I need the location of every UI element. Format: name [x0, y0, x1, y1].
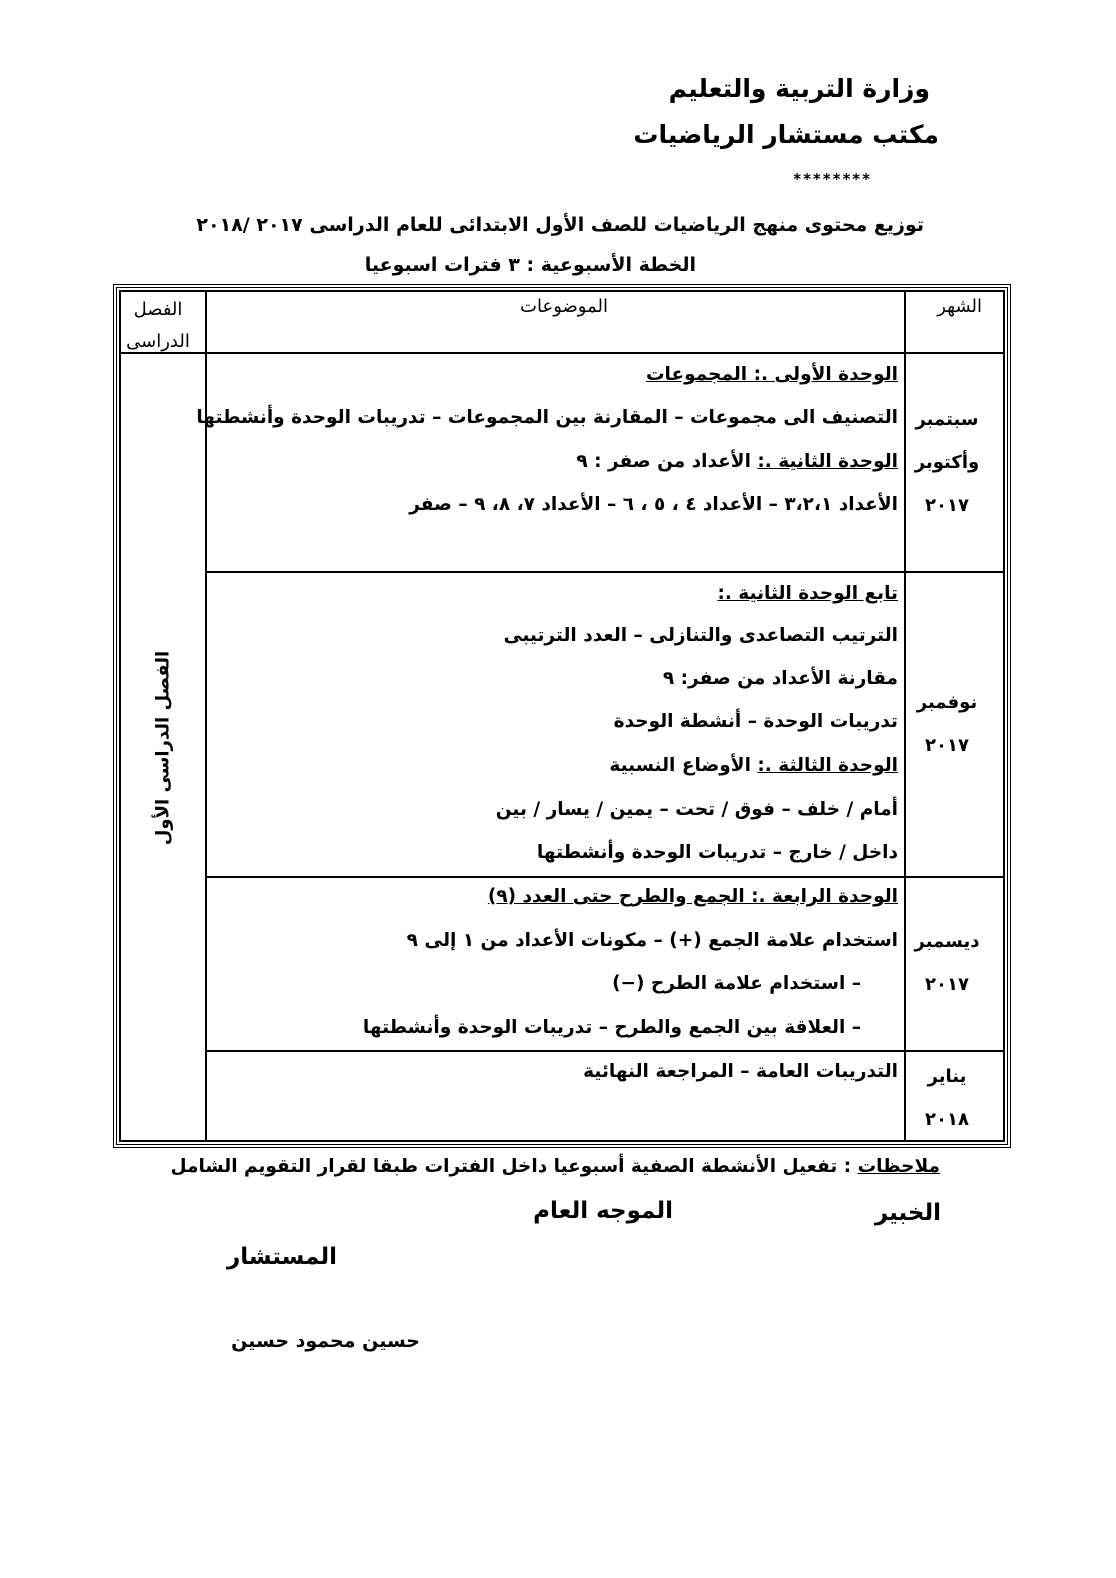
topic-line — [663, 668, 898, 689]
topic-text: الأعداد من صفر : ٩ — [576, 451, 758, 472]
topic-line — [496, 799, 898, 820]
unit-title: الوحدة الأولى .: المجموعات — [645, 364, 898, 385]
office-heading: مكتب مستشار الرياضيات — [633, 120, 939, 149]
month-line: ديسمبر — [914, 931, 980, 952]
consultant-name: حسين محمود حسين — [231, 1330, 420, 1352]
month-line: ٢٠١٨ — [925, 1109, 969, 1130]
month-cell — [902, 920, 992, 1006]
header-topics: الموضوعات — [520, 296, 608, 317]
table-divider — [205, 876, 1005, 878]
separator-stars: ******** — [793, 170, 872, 188]
topic-text: التدريبات العامة – المراجعة النهائية — [583, 1061, 898, 1082]
month-line: ٢٠١٧ — [925, 974, 969, 995]
signature-supervisor: الموجه العام — [533, 1198, 673, 1224]
topic-line — [717, 583, 898, 604]
topic-text: الأوضاع النسبية — [609, 755, 758, 776]
month-line: ٢٠١٧ — [925, 495, 969, 516]
topic-line — [488, 886, 898, 907]
signature-expert: الخبير — [874, 1200, 941, 1226]
unit-title: الوحدة الرابعة .: الجمع والطرح حتى العدد (٩) — [487, 886, 898, 907]
topic-line — [583, 1061, 898, 1082]
topic-line — [537, 842, 898, 863]
topic-line — [363, 1017, 861, 1038]
month-line: وأكتوبر — [914, 452, 980, 473]
topic-line — [614, 711, 898, 732]
month-cell — [902, 681, 992, 767]
month-line: يناير — [927, 1066, 967, 1087]
document-title: توزيع محتوى منهج الرياضيات للصف الأول الابتدائى للعام الدراسى ٢٠١٧ /٢٠١٨ — [196, 214, 924, 236]
month-line: سبتمبر — [915, 409, 979, 430]
topic-line — [576, 451, 898, 472]
month-cell — [902, 1055, 992, 1141]
topic-line — [409, 494, 898, 515]
notes — [171, 1156, 940, 1177]
month-line: نوفمبر — [916, 692, 978, 713]
table-divider — [205, 571, 1005, 573]
topic-text: استخدام علامة الجمع (+) – مكونات الأعداد من ١ إلى ٩ — [406, 930, 898, 951]
unit-title: الوحدة الثالثة .: — [757, 755, 898, 776]
unit-title: تابع الوحدة الثانية .: — [717, 583, 898, 604]
topic-text: تدريبات الوحدة – أنشطة الوحدة — [613, 711, 898, 732]
topic-line — [196, 407, 898, 428]
header-month: الشهر — [937, 296, 982, 317]
topic-text: الترتيب التصاعدى والتنازلى – العدد الترتيبى — [503, 625, 898, 646]
table-divider — [205, 1050, 1005, 1052]
topic-line — [609, 755, 898, 776]
month-line: ٢٠١٧ — [925, 735, 969, 756]
weekly-plan: الخطة الأسبوعية : ٣ فترات اسبوعيا — [364, 254, 696, 276]
topic-text: داخل / خارج – تدريبات الوحدة وأنشطتها — [536, 842, 898, 863]
table-divider — [119, 352, 1005, 354]
semester-label: الفصل الدراسى الأول — [152, 650, 174, 846]
topic-line — [612, 973, 861, 994]
topic-line — [646, 364, 898, 385]
topic-text: – استخدام علامة الطرح (−) — [612, 973, 861, 994]
header-semester: الفصل الدراسى — [126, 299, 190, 352]
topic-line — [407, 930, 898, 951]
topic-line — [504, 625, 898, 646]
topic-text: أمام / خلف – فوق / تحت – يمين / يسار / بين — [495, 799, 898, 820]
topic-text: – العلاقة بين الجمع والطرح – تدريبات الوحدة وأنشطتها — [362, 1017, 861, 1038]
unit-title: الوحدة الثانية .: — [757, 451, 898, 472]
signature-consultant: المستشار — [226, 1244, 337, 1270]
notes-label: ملاحظات — [857, 1156, 940, 1177]
topic-text: مقارنة الأعداد من صفر: ٩ — [662, 668, 898, 689]
notes-text: : تفعيل الأنشطة الصفية أسبوعيا داخل الفترات طبقا لقرار التقويم الشامل — [170, 1156, 858, 1177]
month-cell — [902, 398, 992, 527]
topic-text: التصنيف الى مجموعات – المقارنة بين المجموعات – تدريبات الوحدة وأنشطتها — [196, 407, 898, 428]
topic-text: الأعداد ٣،٢،١ – الأعداد ٤ ، ٥ ، ٦ – الأعداد ٧، ٨، ٩ – صفر — [409, 494, 898, 515]
ministry-heading: وزارة التربية والتعليم — [668, 74, 930, 103]
